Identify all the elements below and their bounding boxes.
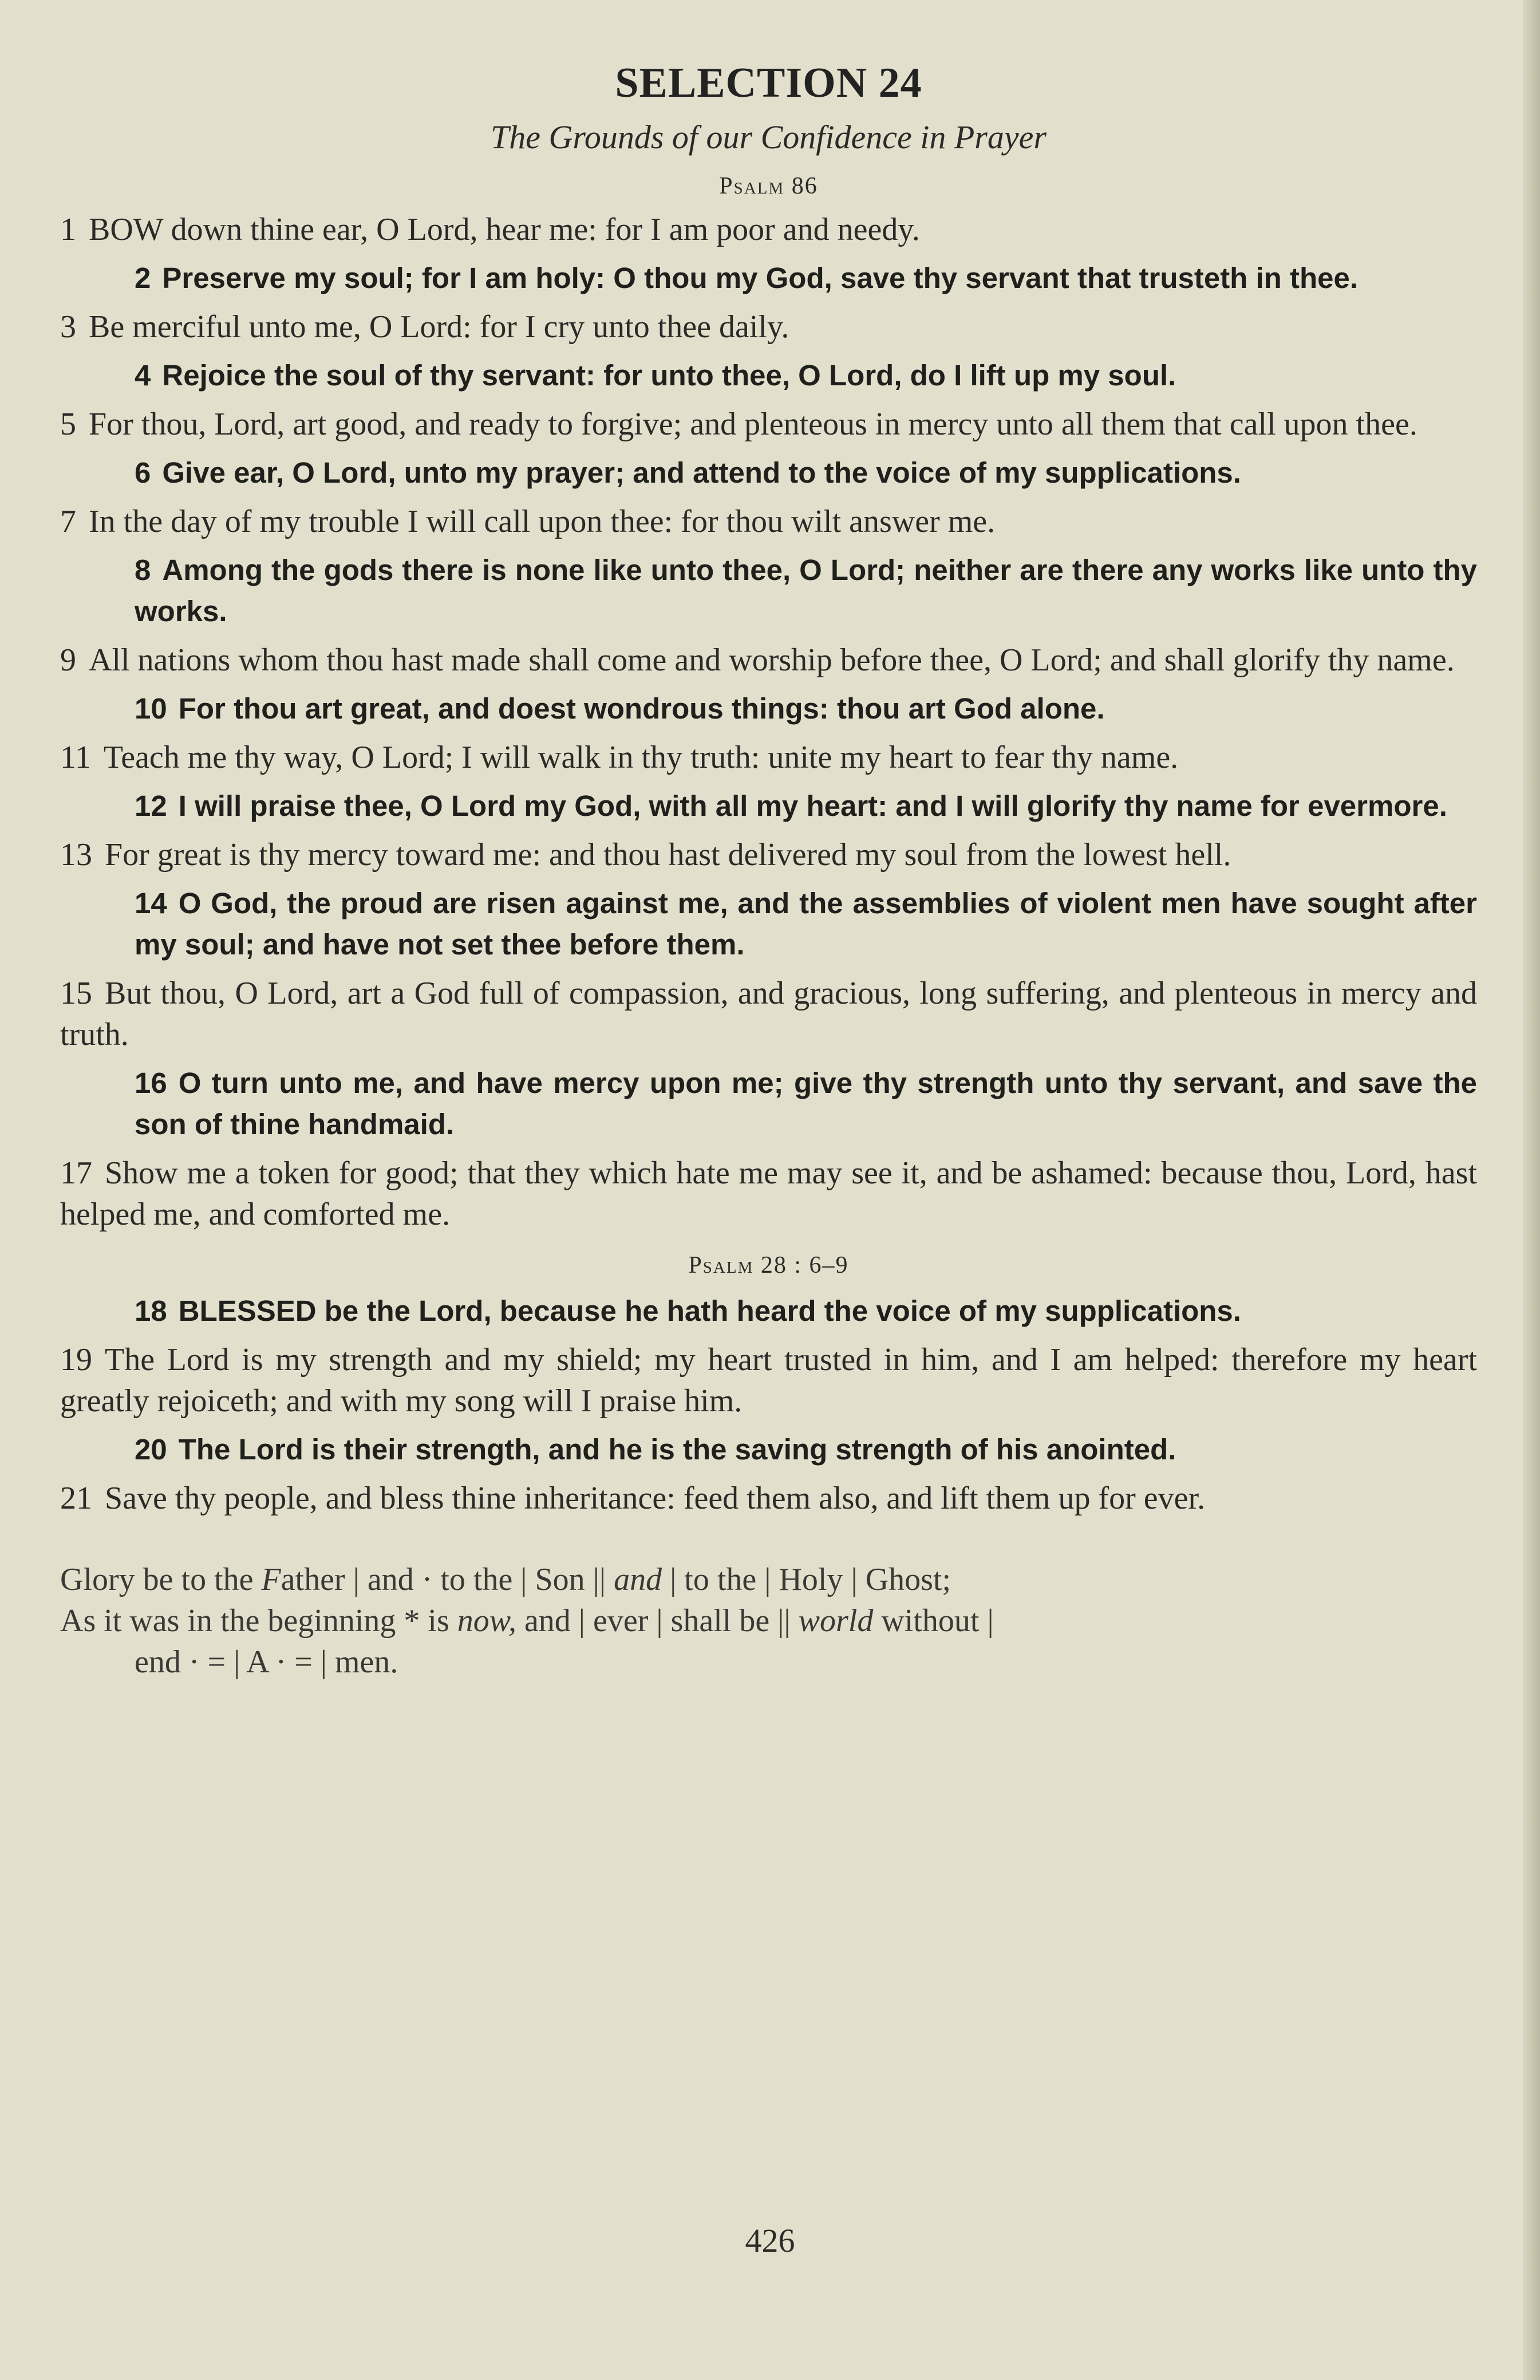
verse: [60, 258, 1477, 299]
gloria-text: ather | and · to the | Son ||: [281, 1562, 614, 1597]
verse-number: 12: [135, 790, 167, 822]
verse: [60, 501, 1477, 542]
verse-text: But thou, O Lord, art a God full of compassion, and gracious, long suffering, and plenteous in mercy and truth.: [60, 976, 1477, 1052]
verse-text: O turn unto me, and have mercy upon me; give thy strength unto thy servant, and save the son of thine handmaid.: [135, 1067, 1477, 1140]
gloria-text: | to the | Holy | Ghost;: [662, 1562, 951, 1597]
verse: [60, 640, 1477, 681]
verses-part-2: [60, 1290, 1477, 1519]
verse: [60, 834, 1477, 875]
verse-text: Save thy people, and bless thine inheritance: feed them also, and lift them up for ever.: [105, 1481, 1206, 1516]
verse-number: 13: [60, 837, 92, 873]
verse-number: 5: [60, 406, 76, 442]
verse-number: 1: [60, 212, 76, 247]
verse-number: 4: [135, 359, 151, 392]
verse: [60, 883, 1477, 965]
verse-number: 9: [60, 642, 76, 678]
verse-number: 16: [135, 1067, 167, 1099]
selection-title: SELECTION 24: [615, 60, 922, 106]
verse-number: 3: [60, 309, 76, 345]
verse: [60, 973, 1477, 1055]
verse: [60, 1063, 1477, 1145]
verse: [60, 688, 1477, 729]
verse-number: 18: [135, 1294, 167, 1327]
verse-text: Teach me thy way, O Lord; I will walk in thy truth: unite my heart to fear thy name.: [103, 740, 1179, 775]
gloria-text: end · = | A · = | men.: [135, 1644, 398, 1680]
verse: [60, 404, 1477, 445]
verse-number: 10: [135, 692, 167, 725]
verse-text: BLESSED be the Lord, because he hath heard the voice of my supplications.: [178, 1294, 1241, 1327]
verse-number: 17: [60, 1155, 92, 1191]
gloria-text: and | ever | shall be ||: [516, 1603, 799, 1639]
gloria-text: without |: [873, 1603, 994, 1639]
gloria-patri: [60, 1559, 1477, 1683]
verse-text: For thou art great, and doest wondrous things: thou art God alone.: [178, 692, 1105, 725]
verse: [60, 306, 1477, 348]
verse-number: 7: [60, 504, 76, 539]
verse: [60, 452, 1477, 494]
verse-number: 14: [135, 887, 167, 919]
verse: [60, 1429, 1477, 1470]
verse: [60, 737, 1477, 778]
gloria-text-italic: F: [261, 1562, 281, 1597]
page-number: 426: [745, 2222, 795, 2259]
verse: [60, 550, 1477, 632]
verse-text: Show me a token for good; that they which hate me may see it, and be ashamed: because thou, Lord, hast helped me, and comforted me.: [60, 1155, 1477, 1232]
verse-number: 19: [60, 1342, 92, 1378]
verse-text: Among the gods there is none like unto thee, O Lord; neither are there any works like unto thy works.: [135, 554, 1477, 627]
gloria-text-italic: now,: [457, 1603, 516, 1639]
verse-number: 20: [135, 1433, 167, 1466]
verse-text: In the day of my trouble I will call upon thee: for thou wilt answer me.: [89, 504, 996, 539]
verse-number: 11: [60, 740, 91, 775]
verse: [60, 786, 1477, 827]
gloria-text: As it was in the beginning * is: [60, 1603, 457, 1639]
verse: [60, 1290, 1477, 1332]
verse-text: Rejoice the soul of thy servant: for unto thee, O Lord, do I lift up my soul.: [162, 359, 1176, 392]
verse-text: Preserve my soul; for I am holy: O thou my God, save thy servant that trusteth in thee.: [162, 262, 1359, 294]
verse-text: O God, the proud are risen against me, and the assemblies of violent men have sought after my soul; and have not set thee before them.: [135, 887, 1477, 961]
gloria-line: [60, 1641, 1477, 1683]
verse: [60, 355, 1477, 396]
verse-number: 2: [135, 262, 151, 294]
verse-text: The Lord is my strength and my shield; my heart trusted in him, and I am helped: therefore my heart greatly rejoiceth; and with my song will I praise him.: [60, 1342, 1477, 1419]
verse-number: 8: [135, 554, 151, 586]
verse: [60, 209, 1477, 250]
verse-text: All nations whom thou hast made shall come and worship before thee, O Lord; and shall glorify thy name.: [89, 642, 1455, 678]
verse-text: For thou, Lord, art good, and ready to forgive; and plenteous in mercy unto all them that call upon thee.: [89, 406, 1417, 442]
gloria-line: [60, 1600, 1477, 1641]
verse-text: Be merciful unto me, O Lord: for I cry unto thee daily.: [89, 309, 789, 345]
selection-subtitle: The Grounds of our Confidence in Prayer: [491, 119, 1047, 156]
verse-text: For great is thy mercy toward me: and thou hast delivered my soul from the lowest hell.: [105, 837, 1231, 873]
verse: [60, 1478, 1477, 1519]
verses-part-1: [60, 209, 1477, 1235]
gloria-text-italic: and: [614, 1562, 662, 1597]
psalm-reference: Psalm 86: [719, 173, 818, 199]
verse-number: 15: [60, 976, 92, 1011]
verse-text: I will praise thee, O Lord my God, with all my heart: and I will glorify thy name for evermore.: [178, 790, 1447, 822]
verse-number: 21: [60, 1481, 92, 1516]
gloria-text: Glory be to the: [60, 1562, 262, 1597]
gloria-text-italic: world: [798, 1603, 874, 1639]
page-edge: [1523, 0, 1540, 2380]
verse-text: The Lord is their strength, and he is the saving strength of his anointed.: [178, 1433, 1176, 1466]
verse: [60, 1152, 1477, 1235]
verse-number: 6: [135, 456, 151, 489]
verse-text: Give ear, O Lord, unto my prayer; and attend to the voice of my supplications.: [162, 456, 1241, 489]
page: [60, 54, 1477, 1683]
psalm-reference: Psalm 28 : 6–9: [688, 1252, 849, 1278]
verse-text: BOW down thine ear, O Lord, hear me: for I am poor and needy.: [89, 212, 920, 247]
gloria-line: [60, 1559, 1477, 1600]
verse: [60, 1339, 1477, 1422]
